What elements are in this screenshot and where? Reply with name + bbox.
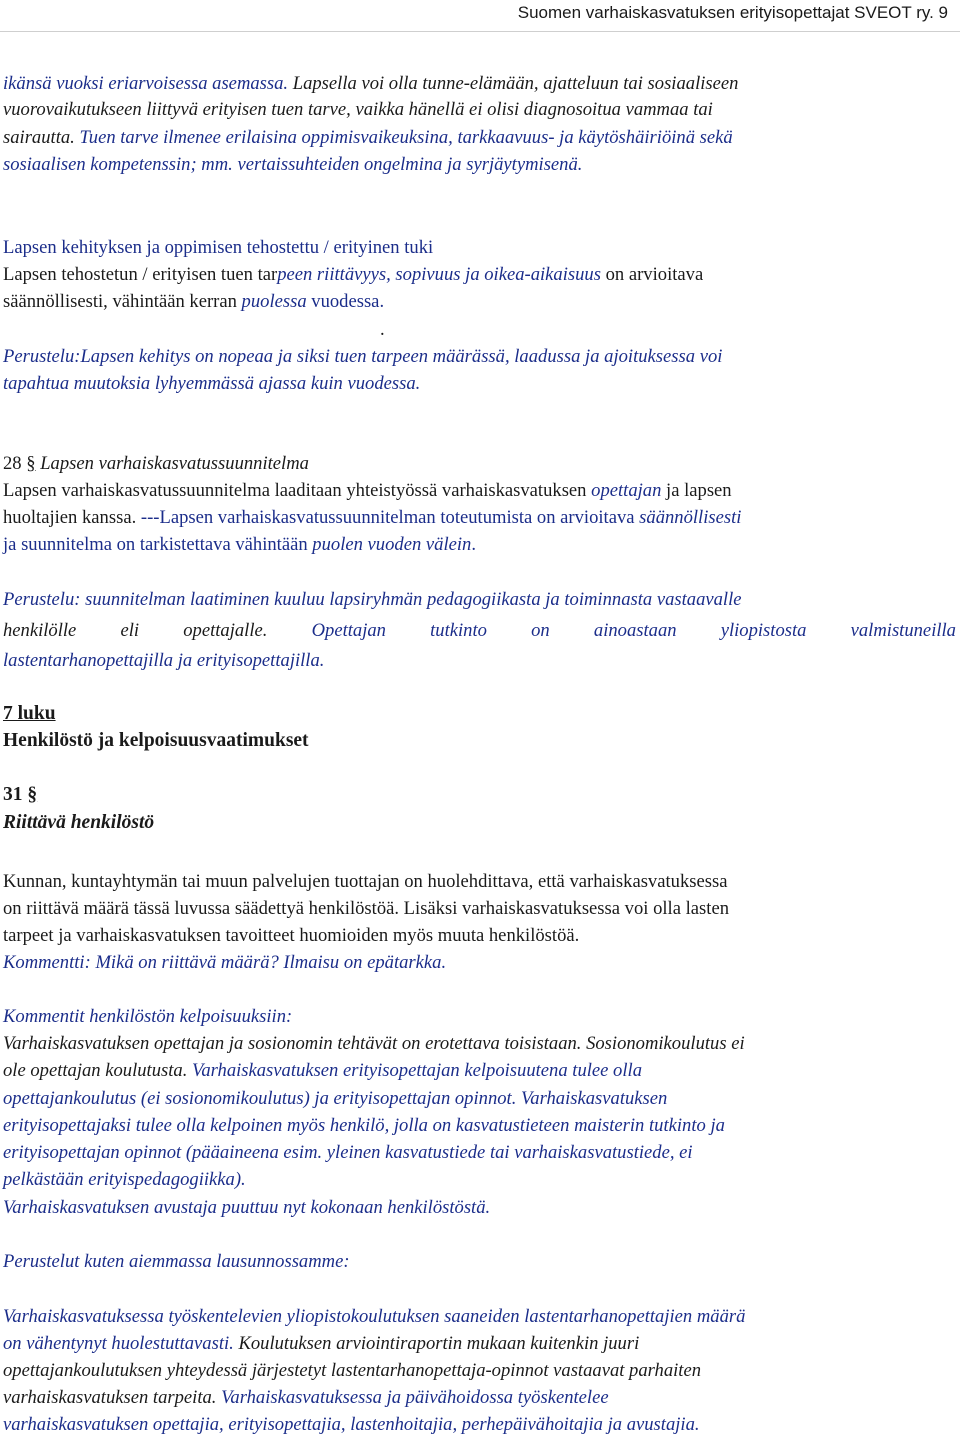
s31-line-3: tarpeet ja varhaiskasvatuksen tavoitteet huomioiden myös muuta henkilöstöä. — [3, 925, 580, 946]
s31-line-2: on riittävä määrä tässä luvussa säädettyä henkilöstöä. Lisäksi varhaiskasvatuksessa voi olla lasten — [3, 898, 729, 919]
support-l3-b: puolessa — [241, 291, 307, 312]
s28-rationale-1: Perustelu: suunnitelman laatiminen kuuluu lapsiryhmän pedagogiikasta ja toiminnasta vastaavalle — [3, 589, 742, 610]
qual-line-2 — [3, 1059, 642, 1083]
qual-line-5: erityisopettajan opinnot (pääaineena esim. yleinen kasvatustiede tai varhaiskasvatustiede, ei — [3, 1142, 693, 1163]
s28-l4-b: puolen vuoden välein — [312, 534, 472, 555]
s28-rationale-2 — [3, 619, 956, 643]
section-28-line-4 — [3, 533, 476, 557]
qual-heading: Kommentit henkilöstön kelpoisuuksiin: — [3, 1006, 293, 1027]
s28-rationale-3: lastentarhanopettajilla ja erityisopettajilla. — [3, 650, 325, 671]
prev-line-3: opettajankoulutuksen yhteydessä järjestetyt lastentarhanopettaja-opinnot vastaavat parhaiten — [3, 1360, 702, 1381]
support-l3-c: vuodessa. — [306, 291, 385, 312]
chapter-7-number: 7 luku — [3, 703, 56, 724]
section-symbol: § — [26, 453, 36, 474]
qual-line-6: pelkästään erityispedagogiikka). — [3, 1169, 246, 1190]
prev-line-1: Varhaiskasvatuksessa työskentelevien yliopistokoulutuksen saaneiden lastentarhanopettajien määrä — [3, 1306, 746, 1327]
section-28-line-3 — [3, 506, 741, 530]
section-28-title-text: Lapsen varhaiskasvatussuunnitelma — [35, 453, 309, 474]
qual-l2-a: ole opettajan koulutusta. — [3, 1060, 188, 1081]
chapter-7-title: Henkilöstö ja kelpoisuusvaatimukset — [3, 730, 309, 751]
support-rationale-2: tapahtua muutoksia lyhyemmässä ajassa kuin vuodessa. — [3, 373, 421, 394]
s28-l3-b: ---Lapsen varhaiskasvatussuunnitelman toteutumista on arvioitava — [136, 507, 640, 528]
support-rationale-1: Perustelu:Lapsen kehitys on nopeaa ja siksi tuen tarpeen määrässä, laadussa ja ajoituksessa voi — [3, 346, 723, 367]
s28-r2-a: henkilölle eli opettajalle. — [3, 620, 268, 641]
section-31-number — [3, 783, 37, 807]
p1-l1-b: Lapsella voi olla tunne-elämään, ajatteluun tai sosiaaliseen — [288, 73, 739, 94]
p1-l1-a: ikänsä vuoksi eriarvoisessa asemassa. — [3, 73, 289, 94]
s31-section-symbol: § — [27, 784, 38, 805]
support-line-3 — [3, 290, 384, 314]
prev-line-2 — [3, 1332, 639, 1356]
support-l2-c: on arvioitava — [600, 264, 704, 285]
s31-num: 31 — [3, 784, 28, 805]
s31-comment: Kommentti: Mikä on riittävä määrä? Ilmaisu on epätarkka. — [3, 952, 447, 973]
s28-l2-a: Lapsen varhaiskasvatussuunnitelma laaditaan yhteistyössä varhaiskasvatuksen — [3, 480, 592, 501]
support-l3-a: säännöllisesti, vähintään kerran — [3, 291, 242, 312]
section-28-number: 28 — [3, 453, 27, 474]
prev-line-4 — [3, 1386, 609, 1410]
header-rule — [0, 31, 960, 32]
support-line-2 — [3, 263, 703, 287]
qual-line-3 — [3, 1087, 667, 1111]
qual-l3-a: opettajankoulutus (ei sosionomikoulutus) ja erityisopettajan opinnot. — [3, 1088, 517, 1109]
section-31-title: Riittävä henkilöstö — [3, 812, 155, 833]
prev-l4-a: varhaiskasvatuksen tarpeita. — [3, 1387, 217, 1408]
qual-line-4: erityisopettajaksi tulee olla kelpoinen myös henkilö, jolla on kasvatustieteen maisterin tutkinto ja — [3, 1115, 725, 1136]
s28-l2-b: opettajan — [591, 480, 662, 501]
p1-l3-b: Tuen tarve ilmenee erilaisina oppimisvaikeuksina, tarkkaavuus- ja käytöshäiriöinä sekä — [74, 127, 733, 148]
prev-heading: Perustelut kuten aiemmassa lausunnossamme: — [3, 1251, 350, 1272]
support-heading: Lapsen kehityksen ja oppimisen tehostettu / erityinen tuki — [3, 237, 434, 258]
qual-l2-b: Varhaiskasvatuksen erityisopettajan kelpoisuutena tulee olla — [187, 1060, 642, 1081]
s28-l3-c: säännöllisesti — [639, 507, 742, 528]
section-28-line-2 — [3, 479, 732, 503]
s28-r2-b: Opettajan tutkinto on ainoastaan yliopistosta valmistuneilla — [267, 620, 956, 641]
qual-line-1: Varhaiskasvatuksen opettajan ja sosionomin tehtävät on erotettava toisistaan. Sosionomikoulutus ei — [3, 1033, 745, 1054]
prev-line-5: varhaiskasvatuksen opettajia, erityisopettajia, lastenhoitajia, perhepäivähoitajia ja avustajia. — [3, 1414, 700, 1435]
s28-l4-a: ja suunnitelma on tarkistettava vähintään — [3, 534, 313, 555]
support-l2-b: peen riittävyys, sopivuus ja oikea-aikaisuus — [277, 264, 601, 285]
section-28-title — [3, 452, 309, 476]
s28-l4-c: . — [471, 534, 476, 555]
s28-l3-a: huoltajien kanssa. — [3, 507, 137, 528]
support-l2-a: Lapsen tehostetun / erityisen tuen tar — [3, 264, 278, 285]
s31-line-1: Kunnan, kuntayhtymän tai muun palvelujen tuottajan on huolehdittava, että varhaiskasvatuksessa — [3, 871, 728, 892]
support-dot: . — [380, 319, 385, 340]
p1-l3-a: sairautta. — [3, 127, 75, 148]
prev-l2-b: Koulutuksen arviointiraportin mukaan kuitenkin juuri — [233, 1333, 640, 1354]
prev-l4-b: Varhaiskasvatuksessa ja päivähoidossa työskentelee — [216, 1387, 609, 1408]
p1-line-1 — [3, 72, 738, 96]
p1-line-2: vuorovaikutukseen liittyvä erityisen tuen tarve, vaikka hänellä ei olisi diagnosoitua vammaa tai — [3, 99, 713, 120]
qual-line-7: Varhaiskasvatuksen avustaja puuttuu nyt kokonaan henkilöstöstä. — [3, 1197, 491, 1218]
running-header: Suomen varhaiskasvatuksen erityisopettajat SVEOT ry. 9 — [517, 3, 948, 22]
p1-line-3 — [3, 126, 733, 150]
qual-l3-b: Varhaiskasvatuksen — [516, 1088, 668, 1109]
prev-l2-a: on vähentynyt huolestuttavasti. — [3, 1333, 234, 1354]
p1-line-4: sosiaalisen kompetenssin; mm. vertaissuhteiden ongelmina ja syrjäytymisenä. — [3, 154, 583, 175]
s28-l2-c: ja lapsen — [661, 480, 732, 501]
